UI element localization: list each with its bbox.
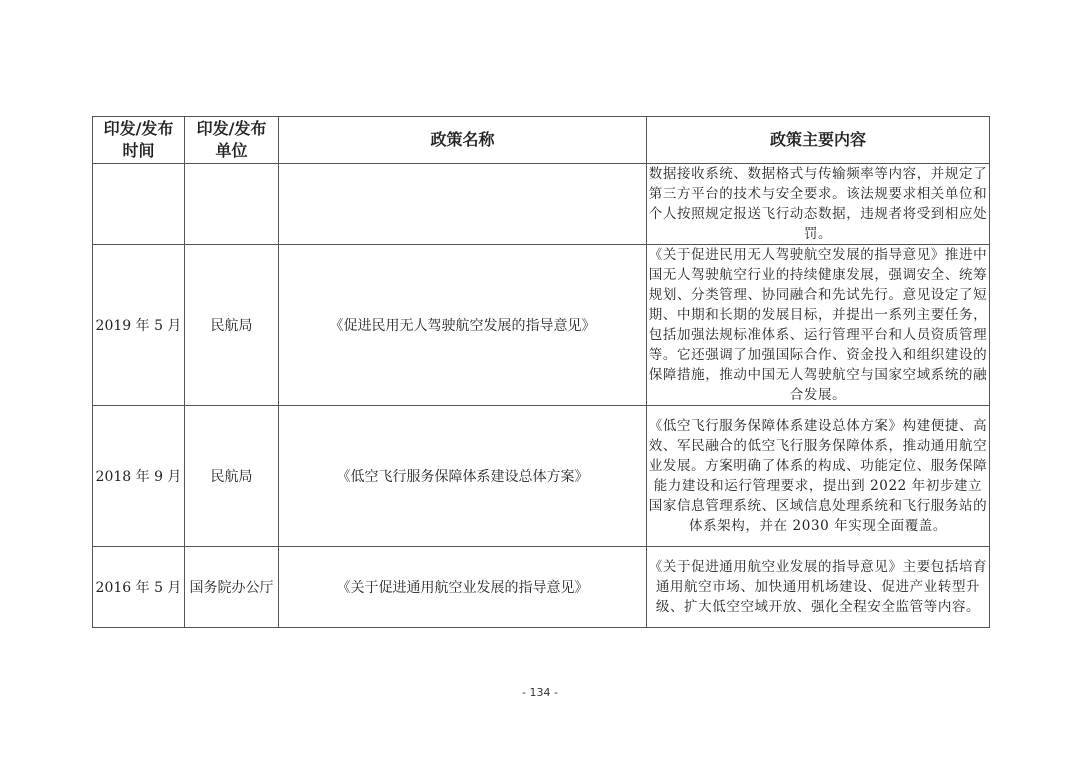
header-unit: 印发/发布单位 xyxy=(185,117,279,164)
cell-policy-content: 数据接收系统、数据格式与传输频率等内容，并规定了第三方平台的技术与安全要求。该法规要求相关单位和个人按照规定报送飞行动态数据，违规者将受到相应处罚。 xyxy=(647,164,990,245)
cell-policy-content: 《低空飞行服务保障体系建设总体方案》构建便捷、高效、军民融合的低空飞行服务保障体系，推动通用航空业发展。方案明确了体系的构成、功能定位、服务保障能力建设和运行管理要求，提出到 2022 年初步建立国家信息管理系统、区域信息处理系统和飞行服务站的体系架构，并在 2030 年实现全面覆盖。 xyxy=(647,406,990,547)
cell-unit xyxy=(185,164,279,245)
policy-table xyxy=(92,116,990,628)
header-content: 政策主要内容 xyxy=(647,117,990,164)
table-row xyxy=(93,164,990,245)
cell-policy-name: 《关于促进通用航空业发展的指导意见》 xyxy=(279,547,647,628)
header-time: 印发/发布时间 xyxy=(93,117,185,164)
table-row xyxy=(93,547,990,628)
cell-time: 2018 年 9 月 xyxy=(93,406,185,547)
cell-unit: 民航局 xyxy=(185,406,279,547)
cell-policy-content: 《关于促进民用无人驾驶航空发展的指导意见》推进中国无人驾驶航空行业的持续健康发展，强调安全、统筹规划、分类管理、协同融合和先试先行。意见设定了短期、中期和长期的发展目标，并提出一系列主要任务，包括加强法规标准体系、运行管理平台和人员资质管理等。它还强调了加强国际合作、资金投入和组织建设的保障措施，推动中国无人驾驶航空与国家空域系统的融合发展。 xyxy=(647,245,990,406)
cell-time: 2019 年 5 月 xyxy=(93,245,185,406)
table-header-row xyxy=(93,117,990,164)
cell-time: 2016 年 5 月 xyxy=(93,547,185,628)
page-number: - 134 - xyxy=(522,686,558,699)
cell-time xyxy=(93,164,185,245)
cell-policy-name xyxy=(279,164,647,245)
table-row xyxy=(93,406,990,547)
cell-unit: 国务院办公厅 xyxy=(185,547,279,628)
cell-policy-name: 《促进民用无人驾驶航空发展的指导意见》 xyxy=(279,245,647,406)
cell-unit: 民航局 xyxy=(185,245,279,406)
cell-policy-content: 《关于促进通用航空业发展的指导意见》主要包括培育通用航空市场、加快通用机场建设、促进产业转型升级、扩大低空空域开放、强化全程安全监管等内容。 xyxy=(647,547,990,628)
header-name: 政策名称 xyxy=(279,117,647,164)
table-row xyxy=(93,245,990,406)
cell-policy-name: 《低空飞行服务保障体系建设总体方案》 xyxy=(279,406,647,547)
